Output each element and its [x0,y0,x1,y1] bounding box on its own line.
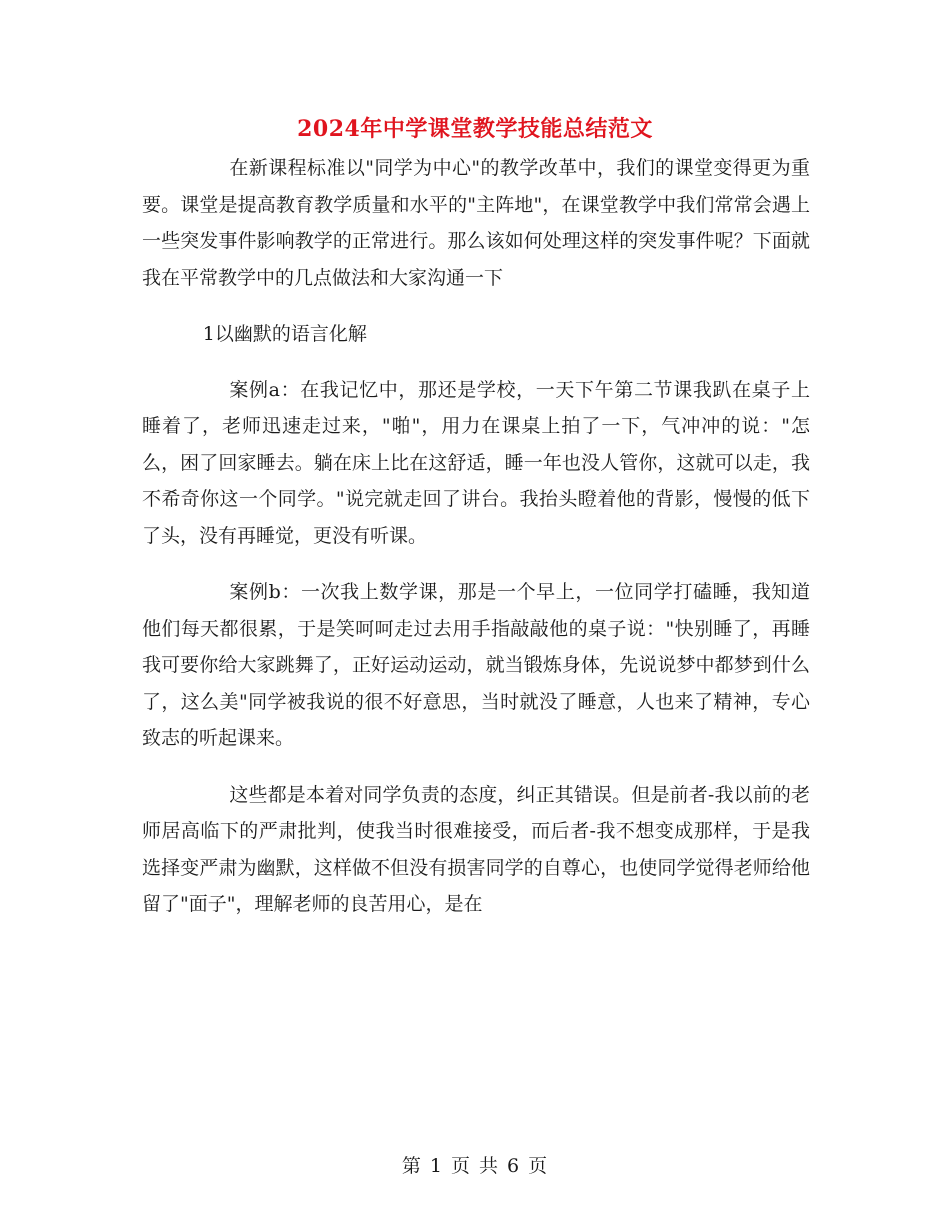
analysis-paragraph: 这些都是本着对同学负责的态度，纠正其错误。但是前者-我以前的老师居高临下的严肃批判，使我当时很难接受，而后者-我不想变成那样，于是我选择变严肃为幽默，这样做不但没有损害同学的自尊心，也使同学觉得老师给他留了"面子"，理解老师的良苦用心，是在 [142,783,810,915]
footer-total-pages: 6 [507,1155,521,1177]
page-footer [0,1151,950,1178]
case-b-paragraph: 案例b：一次我上数学课，那是一个早上，一位同学打磕睡，我知道他们每天都很累，于是笑呵呵走过去用手指敲敲他的桌子说："快别睡了，再睡我可要你给大家跳舞了，正好运动运动，就当锻炼身体，先说说梦中都梦到什么了，这么美"同学被我说的很不好意思，当时就没了睡意，人也来了精神，专心致志的听起课来。 [142,581,810,749]
section-heading: 1以幽默的语言化解 [202,323,367,345]
footer-page-number: 1 [429,1155,443,1177]
document-title: 2024年中学课堂教学技能总结范文 [297,116,653,142]
footer-total-prefix: 共 [479,1155,500,1177]
intro-paragraph: 在新课程标准以"同学为中心"的教学改革中，我们的课堂变得更为重要。课堂是提高教育教学质量和水平的"主阵地"，在课堂教学中我们常常会遇上一些突发事件影响教学的正常进行。那么该如何处理这样的突发事件呢？下面就我在平常教学中的几点做法和大家沟通一下 [142,157,810,289]
footer-total-suffix: 页 [528,1155,549,1177]
footer-page-label: 页 [450,1155,471,1177]
document-body [142,150,810,943]
footer-prefix: 第 [401,1155,422,1177]
case-a-paragraph: 案例a：在我记忆中，那还是学校，一天下午第二节课我趴在桌子上睡着了，老师迅速走过来，"啪"，用力在课桌上拍了一下，气冲冲的说："怎么，困了回家睡去。躺在床上比在这舒适，睡一年也没人管你，这就可以走，我不希奇你这一个同学。"说完就走回了讲台。我抬头瞪着他的背影，慢慢的低下了头，没有再睡觉，更没有听课。 [142,378,810,547]
